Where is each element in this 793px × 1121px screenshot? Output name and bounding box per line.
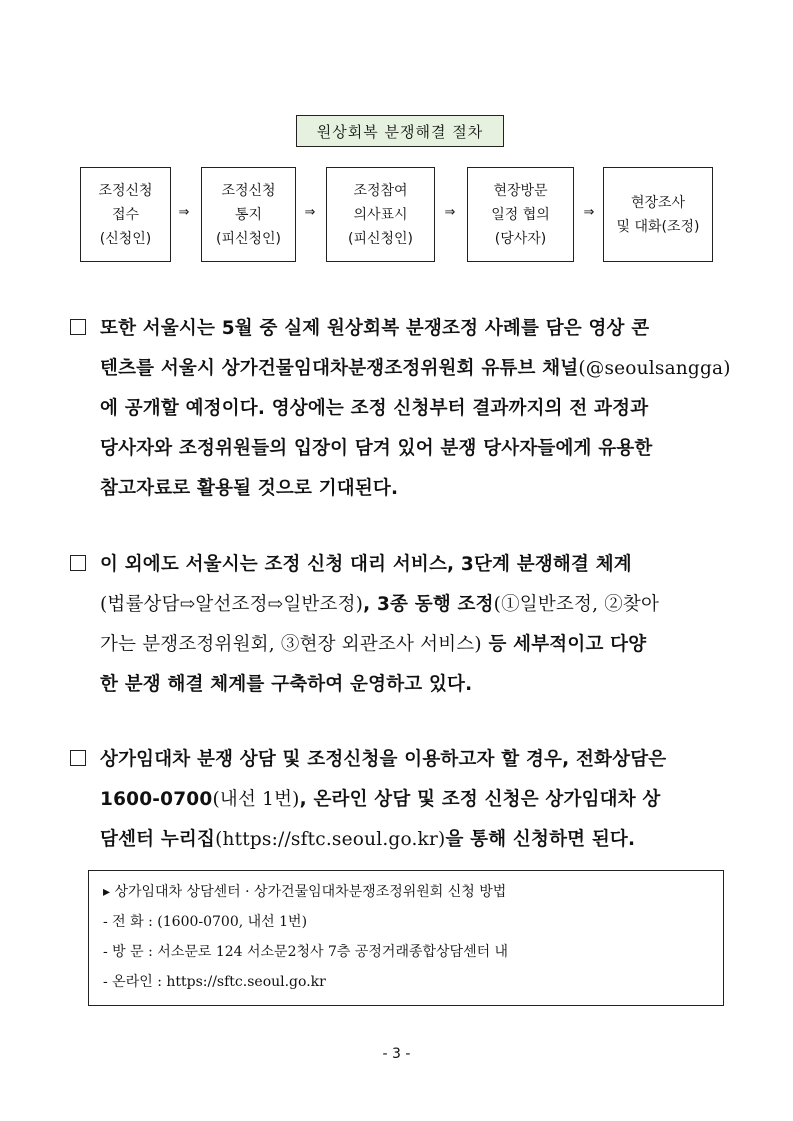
p2-line-4: 한 분쟁 해결 체계를 구축하여 운영하고 있다. — [100, 674, 473, 695]
step-2-line-2: 통지 — [234, 206, 263, 223]
step-5-line-1: 현장조사 — [630, 194, 686, 211]
step-4-box — [467, 167, 574, 262]
p1-line-1: 또한 서울시는 5월 중 실제 원상회복 분쟁조정 사례를 담은 영상 콘 — [100, 318, 650, 339]
p2-line-2-steps: (법률상담⇨알선조정⇨일반조정) — [100, 594, 364, 615]
p3-line-1: 상가임대차 분쟁 상담 및 조정신청을 이용하고자 할 경우, 전화상담은 — [100, 749, 667, 770]
step-4-line-2: 일정 협의 — [491, 206, 550, 223]
step-3-line-1: 조정참여 — [353, 182, 408, 199]
step-2-line-1: 조정신청 — [221, 182, 276, 199]
p3-line-3-main: 담센터 누리집 — [100, 829, 216, 850]
p3-line-3-end: 을 통해 신청하면 된다. — [445, 829, 636, 850]
step-4-line-3: (당사자) — [494, 230, 547, 247]
arrow-2-icon: ⇒ — [304, 205, 316, 220]
p3-website-link[interactable]: (https://sftc.seoul.go.kr) — [215, 829, 446, 850]
info-box — [88, 870, 724, 1006]
step-5-line-2: 및 대화(조정) — [616, 218, 700, 235]
arrow-3-icon: ⇒ — [444, 205, 456, 220]
p2-line-3-main: 등 세부적이고 다양 — [481, 634, 647, 655]
step-3-line-2: 의사표시 — [353, 206, 408, 223]
paragraph-3 — [70, 740, 730, 860]
checkbox-bullet-icon — [70, 319, 86, 335]
p2-line-2-main: , 3종 동행 조정 — [363, 594, 494, 615]
procedure-title: 원상회복 분쟁해결 절차 — [296, 115, 504, 147]
step-3-box — [326, 167, 435, 262]
info-phone: - 전 화 : (1600-0700, 내선 1번) — [103, 914, 308, 930]
info-online-link[interactable]: - 온라인 : https://sftc.seoul.go.kr — [103, 974, 326, 990]
p2-line-2-types: (①일반조정, ②찾아 — [493, 594, 660, 615]
p1-line-2-handle: (@seoulsangga) — [578, 358, 731, 379]
paragraph-1 — [70, 309, 730, 509]
checkbox-bullet-icon — [70, 750, 86, 766]
step-3-line-3: (피신청인) — [347, 230, 414, 247]
step-1-line-1: 조정신청 — [98, 182, 153, 199]
arrow-1-icon: ⇒ — [178, 205, 190, 220]
step-2-box — [201, 167, 296, 262]
p2-line-1: 이 외에도 서울시는 조정 신청 대리 서비스, 3단계 분쟁해결 체계 — [100, 554, 632, 575]
paragraph-2 — [70, 545, 730, 705]
step-4-line-1: 현장방문 — [493, 182, 548, 199]
p1-line-5: 참고자료로 활용될 것으로 기대된다. — [100, 478, 399, 499]
arrow-4-icon: ⇒ — [583, 205, 595, 220]
step-2-line-3: (피신청인) — [215, 230, 282, 247]
step-5-box — [603, 167, 713, 262]
p3-phone-number: 1600-0700 — [100, 789, 213, 810]
info-visit: - 방 문 : 서소문로 124 서소문2청사 7층 공정거래종합상담센터 내 — [103, 944, 509, 960]
info-header: ▸ 상가임대차 상담센터 · 상가건물임대차분쟁조정위원회 신청 방법 — [103, 884, 507, 900]
step-1-line-2: 접수 — [111, 206, 140, 223]
p3-extension: (내선 1번) — [212, 789, 300, 810]
step-1-line-3: (신청인) — [99, 230, 152, 247]
p3-line-2-main: , 온라인 상담 및 조정 신청은 상가임대차 상 — [299, 789, 661, 810]
p2-line-3-types: 가는 분쟁조정위원회, ③현장 외관조사 서비스) — [100, 634, 482, 655]
p1-line-2: 텐츠를 서울시 상가건물임대차분쟁조정위원회 유튜브 채널 — [100, 358, 579, 379]
page-number: - 3 - — [382, 1046, 411, 1062]
step-1-box — [80, 167, 171, 262]
checkbox-bullet-icon — [70, 555, 86, 571]
p1-line-3: 에 공개할 예정이다. 영상에는 조정 신청부터 결과까지의 전 과정과 — [100, 398, 649, 419]
p1-line-4: 당사자와 조정위원들의 입장이 담겨 있어 분쟁 당사자들에게 유용한 — [100, 438, 653, 459]
